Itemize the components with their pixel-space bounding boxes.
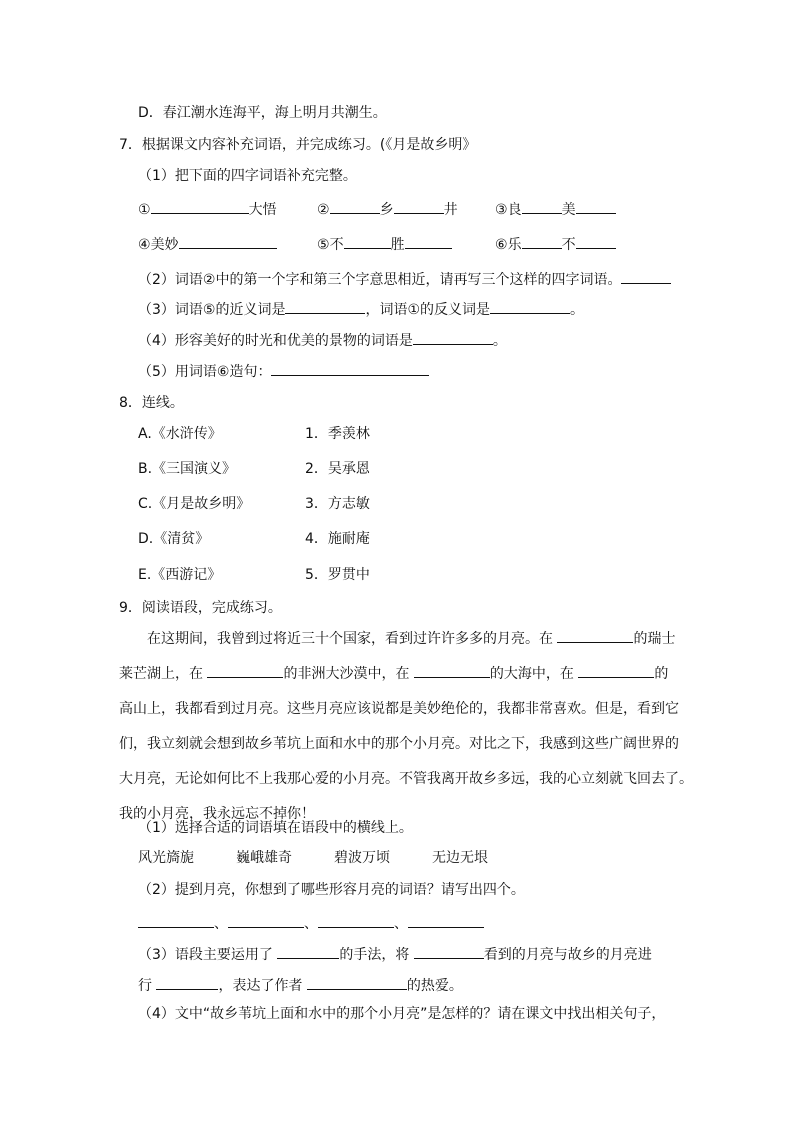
- match-right-item[interactable]: 2．吴承恩: [305, 461, 370, 477]
- match-left-item[interactable]: A.《水浒传》: [138, 426, 222, 442]
- blank[interactable]: [394, 198, 444, 214]
- circle-num-4: ④: [138, 237, 151, 253]
- q8-title: 8．连线。: [119, 395, 184, 411]
- blank[interactable]: [307, 974, 407, 990]
- word-part: 良: [507, 202, 522, 218]
- q7-sub2: [138, 268, 671, 290]
- word-part: 井: [443, 202, 458, 218]
- passage-line: 我的小月亮，我永远忘不掉你！: [119, 806, 315, 822]
- blank[interactable]: [318, 912, 394, 928]
- passage-text: 的瑞士: [633, 631, 676, 647]
- blank[interactable]: [330, 198, 380, 214]
- word-part: 大悟: [248, 202, 277, 218]
- blank[interactable]: [277, 943, 339, 959]
- match-left-item[interactable]: E.《西游记》: [138, 567, 222, 583]
- word-part: 不: [329, 237, 344, 253]
- sub-question-text: 。: [570, 302, 585, 318]
- circle-num-2: ②: [317, 202, 330, 218]
- q9-sub4: （4）文中“故乡苇坑上面和水中的那个小月亮”是怎样的？请在课文中找出相关句子，: [138, 1006, 666, 1022]
- q9-title: 9．阅读语段，完成练习。: [119, 600, 282, 616]
- sub-question-text: ，词语①的反义词是: [365, 302, 491, 318]
- blank[interactable]: [344, 233, 391, 249]
- match-right-item[interactable]: 1．季羡林: [305, 426, 370, 442]
- q7-word2: [317, 198, 458, 220]
- word-part: 乡: [379, 202, 394, 218]
- sub-question-text: 。: [492, 333, 507, 349]
- blank[interactable]: [576, 198, 616, 214]
- q7-word1: [138, 198, 277, 220]
- sub-question-text: 行: [138, 978, 157, 994]
- word-part: 美妙: [150, 237, 179, 253]
- q9-sub2-answers: [138, 912, 484, 934]
- separator: 、: [304, 916, 318, 932]
- match-right-item[interactable]: 3．方志敏: [305, 496, 370, 512]
- blank[interactable]: [414, 943, 484, 959]
- q7-sub4: [138, 329, 507, 351]
- separator: 、: [394, 916, 408, 932]
- passage-text: 的非洲大沙漠中，在: [283, 666, 414, 682]
- separator: 、: [214, 916, 228, 932]
- q7-word3: [495, 198, 616, 220]
- q9-passage: [119, 622, 693, 832]
- blank[interactable]: [522, 198, 562, 214]
- match-right-item[interactable]: 5．罗贯中: [305, 567, 370, 583]
- circle-num-5: ⑤: [317, 237, 330, 253]
- blank[interactable]: [179, 233, 277, 249]
- q7-sub1: （1）把下面的四字词语补充完整。: [138, 168, 357, 184]
- sub-question-text: （4）形容美好的时光和优美的景物的词语是: [138, 333, 413, 349]
- blank[interactable]: [228, 912, 304, 928]
- match-left-item[interactable]: B.《三国演义》: [138, 461, 237, 477]
- blank[interactable]: [414, 662, 490, 678]
- choice-word: 碧波万顷: [334, 850, 390, 866]
- blank[interactable]: [271, 360, 429, 376]
- blank[interactable]: [138, 912, 214, 928]
- q7-sub5: [138, 360, 429, 382]
- passage-text: 莱芒湖上，在: [119, 666, 208, 682]
- blank[interactable]: [408, 912, 484, 928]
- q9-sub3: [138, 943, 652, 965]
- blank[interactable]: [156, 974, 218, 990]
- match-right-item[interactable]: 4．施耐庵: [305, 531, 370, 547]
- passage-line: [119, 622, 693, 657]
- q9-sub3-cont: [138, 974, 463, 996]
- match-left-item[interactable]: C.《月是故乡明》: [138, 496, 251, 512]
- word-part: 胜: [390, 237, 405, 253]
- blank[interactable]: [207, 662, 283, 678]
- q7-title: 7．根据课文内容补充词语，并完成练习。(《月是故乡明》: [119, 137, 477, 153]
- choice-word: 风光旖旎: [138, 850, 194, 866]
- q7-word4: [138, 233, 277, 255]
- sub-question-text: ，表达了作者: [218, 978, 307, 994]
- q7-sub3: [138, 298, 584, 320]
- sub-question-text: （3）词语⑤的近义词是: [138, 302, 286, 318]
- passage-line: [119, 657, 693, 692]
- blank[interactable]: [578, 662, 654, 678]
- passage-line: 们，我立刻就会想到故乡苇坑上面和水中的那个小月亮。对比之下，我感到这些广阔世界的: [119, 736, 679, 752]
- word-part: 乐: [507, 237, 522, 253]
- passage-line: 高山上，我都看到过月亮。这些月亮应该说都是美妙绝伦的，我都非常喜欢。但是，看到它: [119, 701, 679, 717]
- q7-word5: [317, 233, 452, 255]
- word-part: 美: [561, 202, 576, 218]
- sub-question-text: （5）用词语⑥造句：: [138, 364, 272, 380]
- blank[interactable]: [621, 268, 671, 284]
- q9-sub1: （1）选择合适的词语填在语段中的横线上。: [138, 820, 413, 836]
- circle-num-1: ①: [138, 202, 151, 218]
- circle-num-6: ⑥: [495, 237, 508, 253]
- circle-num-3: ③: [495, 202, 508, 218]
- sub-question-text: （3）语段主要运用了: [138, 947, 278, 963]
- blank[interactable]: [151, 198, 249, 214]
- sub-question-text: （2）词语②中的第一个字和第三个字意思相近，请再写三个这样的四字词语。: [138, 272, 622, 288]
- blank[interactable]: [557, 627, 633, 643]
- blank[interactable]: [405, 233, 452, 249]
- prev-option-d: D．春江潮水连海平，海上明月共潮生。: [138, 105, 387, 121]
- sub-question-text: 看到的月亮与故乡的月亮进: [483, 947, 652, 963]
- choice-word: 无边无垠: [432, 850, 488, 866]
- passage-text: 在这期间，我曾到过将近三十个国家，看到过许许多多的月亮。在: [147, 631, 558, 647]
- blank[interactable]: [413, 329, 493, 345]
- word-part: 不: [561, 237, 576, 253]
- blank[interactable]: [576, 233, 616, 249]
- q9-sub2: （2）提到月亮，你想到了哪些形容月亮的词语？请写出四个。: [138, 882, 525, 898]
- choice-word: 巍峨雄奇: [236, 850, 292, 866]
- blank[interactable]: [490, 298, 570, 314]
- sub-question-text: 的手法，将: [339, 947, 414, 963]
- blank[interactable]: [522, 233, 562, 249]
- q7-word6: [495, 233, 616, 255]
- passage-line: 大月亮，无论如何比不上我那心爱的小月亮。不管我离开故乡多远，我的心立刻就飞回去了。: [119, 771, 693, 787]
- match-left-item[interactable]: D.《清贫》: [138, 531, 210, 547]
- blank[interactable]: [285, 298, 365, 314]
- sub-question-text: 的热爱。: [406, 978, 463, 994]
- passage-text: 的: [654, 666, 669, 682]
- passage-text: 的大海中，在: [489, 666, 579, 682]
